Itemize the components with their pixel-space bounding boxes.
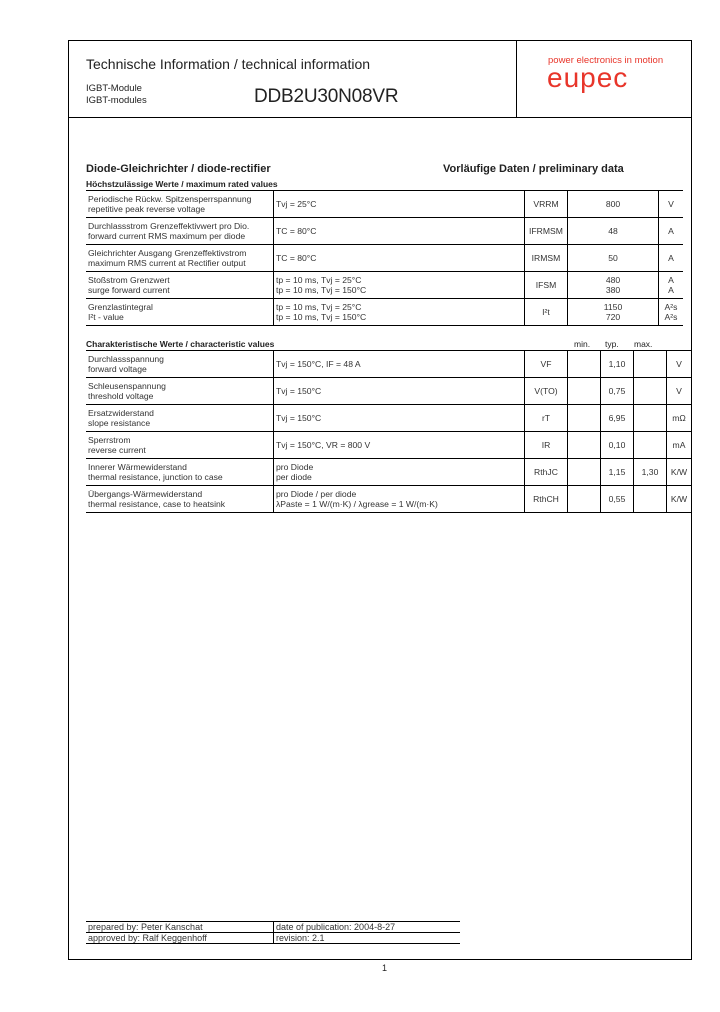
table-row <box>86 486 691 513</box>
typ-value-line: 0,55 <box>608 494 626 504</box>
test-condition <box>274 218 525 245</box>
test-condition-line: Tvj = 25°C <box>276 199 317 209</box>
param-description <box>86 405 274 432</box>
param-description-line: reverse current <box>88 445 146 455</box>
characteristic-table <box>86 350 691 513</box>
table-row <box>86 218 683 245</box>
approved-by: approved by: Ralf Keggenhoff <box>86 933 274 944</box>
characteristic-title: Charakteristische Werte / characteristic values <box>86 339 275 349</box>
param-description-line: maximum RMS current at Rectifier output <box>88 258 246 268</box>
unit <box>659 191 684 218</box>
approval-footer <box>86 921 460 944</box>
rated-value-line: 50 <box>608 253 618 263</box>
param-description-line: Ersatzwiderstand <box>88 408 154 418</box>
param-description-line: thermal resistance, case to heatsink <box>88 499 226 509</box>
max-value <box>634 351 667 378</box>
param-description-line: Periodische Rückw. Spitzensperrspannung <box>88 194 252 204</box>
symbol-line: RthCH <box>533 494 559 504</box>
param-description-line: repetitive peak reverse voltage <box>88 204 206 214</box>
unit <box>659 218 684 245</box>
unit-line: A²s <box>664 302 678 312</box>
symbol-line: IFSM <box>535 280 557 290</box>
param-description-line: thermal resistance, junction to case <box>88 472 223 482</box>
param-description-line: Sperrstrom <box>88 435 131 445</box>
unit-line: mΩ <box>672 413 686 423</box>
unit-line: mA <box>672 440 686 450</box>
unit <box>659 299 684 326</box>
test-condition-line: pro Diode <box>276 462 314 472</box>
unit <box>667 405 692 432</box>
col-max-header: max. <box>634 339 653 349</box>
test-condition <box>274 378 525 405</box>
max-value <box>634 459 667 486</box>
typ-value <box>601 405 634 432</box>
unit <box>659 272 684 299</box>
table-row <box>86 351 691 378</box>
param-description-line: Durchlassspannung <box>88 354 164 364</box>
unit <box>667 432 692 459</box>
rated-value-line: 720 <box>605 312 621 322</box>
test-condition-line: Tvj = 150°C, VR = 800 V <box>276 440 371 450</box>
param-description <box>86 432 274 459</box>
unit-line: V <box>676 359 682 369</box>
doc-title: Technische Information / technical information <box>86 56 371 72</box>
param-description-line: slope resistance <box>88 418 151 428</box>
header-logo-divider <box>516 40 517 118</box>
table-row <box>86 405 691 432</box>
rated-value <box>568 299 659 326</box>
unit-line: A <box>668 226 674 236</box>
param-description <box>86 191 274 218</box>
param-description-line: I²t - value <box>88 312 124 322</box>
symbol-line: VRRM <box>533 199 559 209</box>
unit-line: A <box>668 253 674 263</box>
symbol <box>525 299 568 326</box>
symbol <box>525 245 568 272</box>
typ-value <box>601 486 634 513</box>
test-condition-line: tp = 10 ms, Tvj = 150°C <box>276 312 367 322</box>
table-row <box>86 459 691 486</box>
symbol <box>525 459 568 486</box>
module-type-de: IGBT-Module <box>86 83 142 94</box>
unit-line: A <box>668 285 674 295</box>
param-description <box>86 299 274 326</box>
unit-line: V <box>676 386 682 396</box>
module-type-en: IGBT-modules <box>86 95 147 106</box>
table-row <box>86 272 683 299</box>
param-description-line: Stoßstrom Grenzwert <box>88 275 170 285</box>
param-description-line: Innerer Wärmewiderstand <box>88 462 187 472</box>
table-row <box>86 432 691 459</box>
min-value <box>568 405 601 432</box>
symbol <box>525 378 568 405</box>
typ-value-line: 6,95 <box>608 413 626 423</box>
min-value <box>568 351 601 378</box>
publication-date: date of publication: 2004-8-27 <box>274 922 461 933</box>
param-description-line: Übergangs-Wärmewiderstand <box>88 489 203 499</box>
test-condition <box>274 432 525 459</box>
typ-value-line: 1,15 <box>608 467 626 477</box>
symbol-line: IRMSM <box>531 253 561 263</box>
page-number: 1 <box>382 963 388 973</box>
param-description <box>86 486 274 513</box>
col-min-header: min. <box>574 339 591 349</box>
unit <box>667 378 692 405</box>
typ-value <box>601 351 634 378</box>
table-row <box>86 378 691 405</box>
param-description <box>86 351 274 378</box>
rated-value-line: 480 <box>605 275 621 285</box>
section-title: Diode-Gleichrichter / diode-rectifier <box>86 163 271 175</box>
symbol <box>525 405 568 432</box>
test-condition-line: TC = 80°C <box>276 226 317 236</box>
unit-line: K/W <box>670 467 688 477</box>
rated-value-line: 800 <box>605 199 621 209</box>
brand-tagline: power electronics in motion <box>548 55 664 66</box>
test-condition-line: tp = 10 ms, Tvj = 25°C <box>276 302 362 312</box>
max-rated-table <box>86 190 683 326</box>
unit-line: A <box>668 275 674 285</box>
test-condition-line: tp = 10 ms, Tvj = 150°C <box>276 285 367 295</box>
table-row <box>86 299 683 326</box>
min-value <box>568 459 601 486</box>
data-status: Vorläufige Daten / preliminary data <box>443 163 624 175</box>
symbol <box>525 191 568 218</box>
test-condition <box>274 245 525 272</box>
min-value <box>568 378 601 405</box>
typ-value-line: 0,75 <box>608 386 626 396</box>
min-value <box>568 486 601 513</box>
rated-value-line: 1150 <box>603 302 623 312</box>
test-condition-line: tp = 10 ms, Tvj = 25°C <box>276 275 362 285</box>
unit <box>667 486 692 513</box>
param-description-line: forward voltage <box>88 364 147 374</box>
param-description-line: Schleusenspannung <box>88 381 166 391</box>
symbol-line: rT <box>541 413 551 423</box>
unit <box>667 351 692 378</box>
unit-line: V <box>668 199 674 209</box>
test-condition-line: per diode <box>276 472 312 482</box>
prepared-by: prepared by: Peter Kanschat <box>86 922 274 933</box>
test-condition <box>274 405 525 432</box>
min-value <box>568 432 601 459</box>
test-condition <box>274 459 525 486</box>
rated-value-line: 380 <box>605 285 621 295</box>
table-row <box>86 245 683 272</box>
unit <box>667 459 692 486</box>
max-value <box>634 486 667 513</box>
test-condition <box>274 486 525 513</box>
symbol-line: IR <box>541 440 551 450</box>
typ-value-line: 0,10 <box>608 440 626 450</box>
test-condition-line: λPaste = 1 W/(m·K) / λgrease = 1 W/(m·K) <box>276 499 438 509</box>
param-description <box>86 378 274 405</box>
typ-value-line: 1,10 <box>608 359 626 369</box>
param-description <box>86 245 274 272</box>
max-rated-title: Höchstzulässige Werte / maximum rated values <box>86 179 278 189</box>
unit <box>659 245 684 272</box>
rated-value <box>568 191 659 218</box>
symbol <box>525 351 568 378</box>
test-condition <box>274 299 525 326</box>
symbol <box>525 432 568 459</box>
param-description <box>86 218 274 245</box>
max-value-line: 1,30 <box>641 467 659 477</box>
rated-value <box>568 218 659 245</box>
symbol-line: V(TO) <box>534 386 558 396</box>
col-typ-header: typ. <box>605 339 619 349</box>
typ-value <box>601 432 634 459</box>
test-condition-line: Tvj = 150°C, IF = 48 A <box>276 359 361 369</box>
header-divider <box>68 117 692 118</box>
rated-value <box>568 272 659 299</box>
test-condition-line: Tvj = 150°C <box>276 386 322 396</box>
rated-value-line: 48 <box>608 226 618 236</box>
symbol <box>525 218 568 245</box>
eupec-logo: eupec <box>547 62 629 93</box>
part-number: DDB2U30N08VR <box>254 86 399 107</box>
test-condition <box>274 351 525 378</box>
test-condition <box>274 272 525 299</box>
table-row <box>86 191 683 218</box>
param-description <box>86 272 274 299</box>
symbol-line: I²t <box>542 307 550 317</box>
param-description-line: Grenzlastintegral <box>88 302 153 312</box>
test-condition <box>274 191 525 218</box>
symbol-line: VF <box>540 359 552 369</box>
rated-value <box>568 245 659 272</box>
param-description-line: surge forward current <box>88 285 170 295</box>
param-description-line: threshold voltage <box>88 391 154 401</box>
test-condition-line: TC = 80°C <box>276 253 317 263</box>
test-condition-line: pro Diode / per diode <box>276 489 357 499</box>
max-value <box>634 432 667 459</box>
unit-line: K/W <box>670 494 688 504</box>
revision: revision: 2.1 <box>274 933 461 944</box>
max-value <box>634 378 667 405</box>
param-description <box>86 459 274 486</box>
unit-line: A²s <box>664 312 678 322</box>
param-description-line: Durchlassstrom Grenzeffektivwert pro Dio. <box>88 221 250 231</box>
typ-value <box>601 459 634 486</box>
symbol-line: RthJC <box>534 467 558 477</box>
param-description-line: forward current RMS maximum per diode <box>88 231 246 241</box>
typ-value <box>601 378 634 405</box>
symbol <box>525 486 568 513</box>
param-description-line: Gleichrichter Ausgang Grenzeffektivstrom <box>88 248 247 258</box>
symbol <box>525 272 568 299</box>
symbol-line: IFRMSM <box>529 226 563 236</box>
test-condition-line: Tvj = 150°C <box>276 413 322 423</box>
max-value <box>634 405 667 432</box>
